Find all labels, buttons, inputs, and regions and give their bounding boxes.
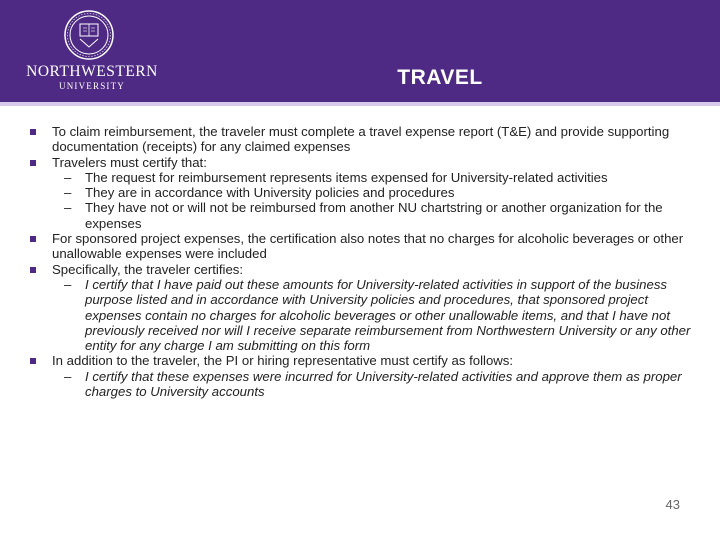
bullet-item [0,124,720,155]
university-logo-subtitle: UNIVERSITY [59,81,125,91]
dash-marker: – [64,200,72,216]
certification-quote: I certify that I have paid out these amounts for University-related activities in support of the business purpose listed and in accordance with University policies and procedures, that sponsored project expenses contain no charges for alcoholic beverages or other unallowable items, and that I have not previously received nor will I receive separate reimbursement from Northwestern University or any other entity for any charge I am submitting on this form [85,276,691,354]
dash-marker: – [64,276,72,292]
university-seal-icon [63,9,115,61]
bullet-text: In addition to the traveler, the PI or hiring representative must certify as follows: [52,353,514,369]
slide-body [0,124,720,399]
sub-bullet-text: The request for reimbursement represents items expensed for University-related activities [85,169,608,185]
slide-title: TRAVEL [397,66,483,89]
bullet-text: For sponsored project expenses, the certification also notes that no charges for alcoholic beverages or other unallowable expenses were included [52,231,684,262]
dash-marker: – [64,169,72,185]
bullet-text: To claim reimbursement, the traveler must complete a travel expense report (T&E) and provide supporting documentation (receipts) for any claimed expenses [52,124,670,155]
slide-header [0,0,720,102]
bullet-square-icon [30,236,36,242]
bullet-square-icon [30,160,36,166]
bullet-text: Specifically, the traveler certifies: [52,261,244,277]
sub-bullet-item [0,170,720,185]
bullet-square-icon [30,358,36,364]
bullet-square-icon [30,129,36,135]
bullet-square-icon [30,267,36,273]
bullet-item [0,262,720,277]
sub-bullet-item [0,277,720,353]
certification-quote: I certify that these expenses were incurred for University-related activities and approve them as proper charges to University accounts [85,368,682,400]
sub-bullet-text: They have not or will not be reimbursed from another NU chartstring or another organization for the expenses [85,200,663,231]
sub-bullet-item [0,200,720,231]
university-logo-wordmark: NORTHWESTERN [26,63,158,80]
bullet-text: Travelers must certify that: [52,154,207,170]
sub-bullet-text: They are in accordance with University policies and procedures [85,185,455,201]
page-number: 43 [665,497,680,512]
bullet-item [0,155,720,170]
dash-marker: – [64,368,72,384]
sub-bullet-item [0,185,720,200]
bullet-item [0,231,720,262]
sub-bullet-item [0,369,720,400]
bullet-item [0,353,720,368]
header-divider [0,102,720,106]
dash-marker: – [64,185,72,201]
